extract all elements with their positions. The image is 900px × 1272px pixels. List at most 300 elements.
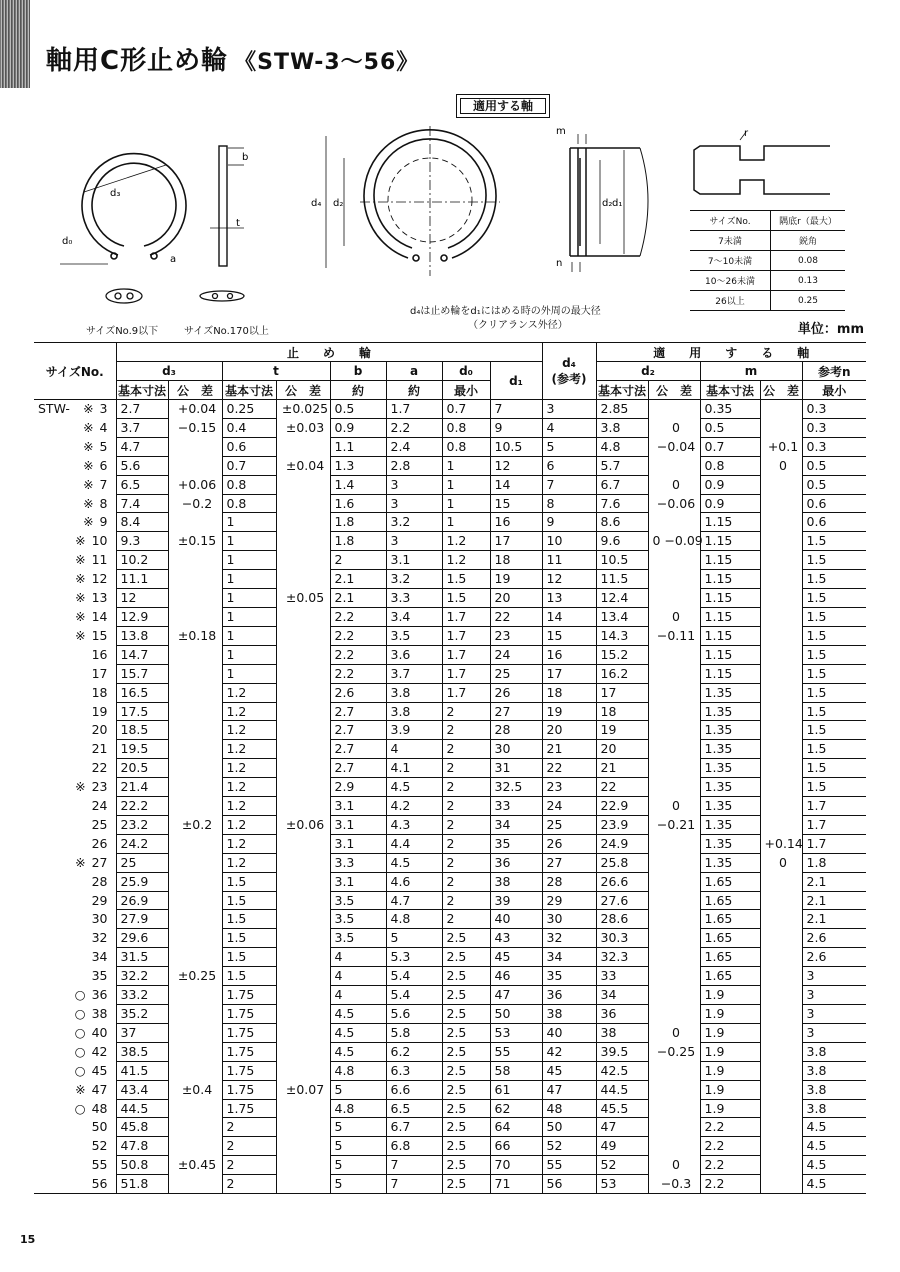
cell-b: 4 — [330, 948, 386, 967]
cell-d3: 3.7 — [116, 418, 168, 437]
cell-a: 4.2 — [386, 797, 442, 816]
cell-a: 3 — [386, 494, 442, 513]
cell-d2: 24.9 — [596, 834, 648, 853]
cell-tt — [276, 532, 330, 551]
cell-a: 4.5 — [386, 853, 442, 872]
cell-mt — [760, 797, 802, 816]
cell-d1: 6 — [542, 456, 596, 475]
cell-b: 3.5 — [330, 910, 386, 929]
cell-d2: 19 — [596, 721, 648, 740]
cell-d3: 23.2 — [116, 815, 168, 834]
size-cell — [34, 589, 116, 608]
cell-d1: 7 — [542, 475, 596, 494]
cell-m: 0.9 — [700, 494, 760, 513]
cell-m: 1.35 — [700, 778, 760, 797]
cell-b: 4 — [330, 986, 386, 1005]
table-row — [34, 815, 866, 834]
cell-d3t — [168, 740, 222, 759]
size-mark: ○ — [74, 1100, 86, 1116]
size-number: 23 — [91, 779, 108, 795]
cell-a: 3.1 — [386, 551, 442, 570]
table-row — [34, 551, 866, 570]
size-number: 17 — [91, 665, 108, 681]
table-row — [34, 1005, 866, 1024]
cell-b: 0.9 — [330, 418, 386, 437]
cell-d2t — [648, 759, 700, 778]
cell-d0: 2.5 — [442, 967, 490, 986]
size-cell — [34, 1156, 116, 1175]
size-cell — [34, 929, 116, 948]
cell-d0: 1.5 — [442, 589, 490, 608]
cell-m: 1.15 — [700, 589, 760, 608]
cell-d1: 25 — [542, 815, 596, 834]
col-t: t — [222, 362, 330, 381]
cell-b: 3.1 — [330, 872, 386, 891]
size-number: 35 — [91, 968, 108, 984]
table-row — [34, 910, 866, 929]
cell-m: 1.9 — [700, 1061, 760, 1080]
cell-tt — [276, 948, 330, 967]
cell-d3: 22.2 — [116, 797, 168, 816]
cell-d1: 11 — [542, 551, 596, 570]
size-number: 15 — [91, 627, 108, 643]
cell-d2t: 0 — [648, 607, 700, 626]
cell-d3t: ±0.18 — [168, 626, 222, 645]
cell-d2t: 0 — [648, 475, 700, 494]
cell-a: 6.3 — [386, 1061, 442, 1080]
cell-a: 3.3 — [386, 589, 442, 608]
cell-tt — [276, 853, 330, 872]
cell-d3: 2.7 — [116, 400, 168, 419]
cell-d2: 18 — [596, 702, 648, 721]
cell-d4: 27 — [490, 702, 542, 721]
cell-n: 2.1 — [802, 891, 866, 910]
size-mark: ○ — [74, 1062, 86, 1078]
cell-b: 4 — [330, 967, 386, 986]
cell-b: 1.3 — [330, 456, 386, 475]
cell-d0: 2 — [442, 740, 490, 759]
cell-d0: 2.5 — [442, 1042, 490, 1061]
label-d2-shaft: d₂ — [602, 198, 613, 209]
cell-tt — [276, 702, 330, 721]
size-mark: ※ — [83, 419, 94, 435]
cell-d0: 1 — [442, 494, 490, 513]
cell-d1: 56 — [542, 1175, 596, 1194]
size-cell — [34, 551, 116, 570]
cell-m: 1.9 — [700, 1023, 760, 1042]
cell-d2t — [648, 948, 700, 967]
cell-d2t: 0 — [648, 797, 700, 816]
size-number: 48 — [91, 1100, 108, 1116]
cell-tt — [276, 740, 330, 759]
cell-d3: 29.6 — [116, 929, 168, 948]
cell-d0: 1.2 — [442, 551, 490, 570]
cell-tt — [276, 551, 330, 570]
cell-d2t — [648, 891, 700, 910]
cell-d3t — [168, 910, 222, 929]
cell-tt — [276, 759, 330, 778]
cell-d0: 2 — [442, 797, 490, 816]
cell-t: 1.2 — [222, 778, 276, 797]
size-number: 3 — [99, 401, 108, 417]
cell-m: 1.65 — [700, 891, 760, 910]
cell-d3: 35.2 — [116, 1005, 168, 1024]
cell-m: 0.35 — [700, 400, 760, 419]
cell-mt — [760, 967, 802, 986]
cell-d2: 21 — [596, 759, 648, 778]
cell-m: 1.15 — [700, 664, 760, 683]
table-row — [34, 891, 866, 910]
cell-b: 0.5 — [330, 400, 386, 419]
cell-m: 2.2 — [700, 1137, 760, 1156]
cell-d3t: ±0.2 — [168, 815, 222, 834]
cell-tt — [276, 1061, 330, 1080]
cell-d4: 30 — [490, 740, 542, 759]
cell-d0: 2 — [442, 872, 490, 891]
table-row — [34, 853, 866, 872]
cell-d3: 9.3 — [116, 532, 168, 551]
cell-d2: 34 — [596, 986, 648, 1005]
cell-a: 5.6 — [386, 1005, 442, 1024]
cell-t: 1 — [222, 570, 276, 589]
cell-d2: 42.5 — [596, 1061, 648, 1080]
size-number: 20 — [91, 722, 108, 738]
cell-d2: 32.3 — [596, 948, 648, 967]
caption-small-size: サイズNo.9以下 — [86, 326, 159, 337]
label-r: r — [744, 128, 749, 139]
cell-b: 2.7 — [330, 721, 386, 740]
size-cell — [34, 570, 116, 589]
cell-d4: 71 — [490, 1175, 542, 1194]
cell-d1: 34 — [542, 948, 596, 967]
cell-d1: 15 — [542, 626, 596, 645]
cell-d3t — [168, 570, 222, 589]
cell-a: 4.6 — [386, 872, 442, 891]
cell-d3: 37 — [116, 1023, 168, 1042]
cell-d3t — [168, 589, 222, 608]
cell-tt — [276, 1023, 330, 1042]
cell-d4: 50 — [490, 1005, 542, 1024]
col-d3: d₃ — [116, 362, 222, 381]
cell-n: 1.5 — [802, 645, 866, 664]
col-a: a — [386, 362, 442, 381]
cell-d3t — [168, 948, 222, 967]
cell-d0: 2 — [442, 759, 490, 778]
cell-n: 3 — [802, 967, 866, 986]
ring-side-view — [210, 146, 244, 266]
cell-d2t: 0 −0.09 — [648, 532, 700, 551]
cell-d3: 43.4 — [116, 1080, 168, 1099]
cell-d2: 13.4 — [596, 607, 648, 626]
cell-m: 1.35 — [700, 759, 760, 778]
cell-n: 3.8 — [802, 1042, 866, 1061]
cell-t: 0.25 — [222, 400, 276, 419]
cell-n: 3 — [802, 986, 866, 1005]
cell-m: 0.9 — [700, 475, 760, 494]
size-number: 29 — [91, 892, 108, 908]
radius-cell: 0.25 — [771, 291, 846, 311]
cell-n: 3.8 — [802, 1099, 866, 1118]
title-sub: 《STW-3～56》 — [234, 50, 420, 75]
cell-d2t — [648, 400, 700, 419]
cell-d0: 2 — [442, 702, 490, 721]
table-row — [34, 740, 866, 759]
cell-d4: 12 — [490, 456, 542, 475]
cell-a: 4.1 — [386, 759, 442, 778]
cell-n: 1.7 — [802, 815, 866, 834]
cell-m: 1.35 — [700, 702, 760, 721]
cell-d3t — [168, 683, 222, 702]
cell-m: 0.5 — [700, 418, 760, 437]
cell-d2: 10.5 — [596, 551, 648, 570]
cell-m: 1.15 — [700, 532, 760, 551]
cell-d0: 1.7 — [442, 645, 490, 664]
size-cell — [34, 494, 116, 513]
table-row — [34, 664, 866, 683]
cell-tt — [276, 1118, 330, 1137]
size-number: 9 — [99, 514, 108, 530]
size-mark: ※ — [75, 627, 86, 643]
cell-d4: 28 — [490, 721, 542, 740]
cell-d3: 45.8 — [116, 1118, 168, 1137]
cell-d2: 26.6 — [596, 872, 648, 891]
cell-a: 5.4 — [386, 967, 442, 986]
cell-d2: 20 — [596, 740, 648, 759]
cell-d4: 53 — [490, 1023, 542, 1042]
cell-d0: 1.2 — [442, 532, 490, 551]
cell-tt — [276, 494, 330, 513]
size-mark: ※ — [75, 590, 86, 606]
cell-d3t — [168, 1061, 222, 1080]
cell-d2: 44.5 — [596, 1080, 648, 1099]
cell-n: 0.5 — [802, 456, 866, 475]
cell-d3: 38.5 — [116, 1042, 168, 1061]
size-mark: ※ — [75, 552, 86, 568]
cell-d1: 35 — [542, 967, 596, 986]
cell-m: 1.15 — [700, 513, 760, 532]
page-number: 15 — [20, 1233, 36, 1246]
cell-d4: 18 — [490, 551, 542, 570]
table-row — [34, 834, 866, 853]
size-number: 14 — [91, 608, 108, 624]
cell-d0: 2.5 — [442, 948, 490, 967]
col-d2: d₂ — [596, 362, 700, 381]
cell-mt — [760, 891, 802, 910]
size-number: 28 — [91, 873, 108, 889]
cell-d1: 17 — [542, 664, 596, 683]
cell-mt — [760, 418, 802, 437]
cell-t: 2 — [222, 1156, 276, 1175]
label-b: b — [242, 152, 249, 163]
cell-a: 3 — [386, 532, 442, 551]
table-row — [34, 400, 866, 419]
cell-a: 4.8 — [386, 910, 442, 929]
radius-cell: 26以上 — [690, 291, 771, 311]
cell-a: 5 — [386, 929, 442, 948]
cell-d3: 4.7 — [116, 437, 168, 456]
cell-b: 3.5 — [330, 929, 386, 948]
cell-mt — [760, 513, 802, 532]
cell-b: 2.7 — [330, 702, 386, 721]
size-number: 16 — [91, 646, 108, 662]
cell-d2t — [648, 967, 700, 986]
cell-d4: 26 — [490, 683, 542, 702]
cell-d4: 45 — [490, 948, 542, 967]
cell-d3: 31.5 — [116, 948, 168, 967]
col-d0: d₀ — [442, 362, 490, 381]
cell-m: 1.15 — [700, 570, 760, 589]
cell-d1: 38 — [542, 1005, 596, 1024]
size-cell — [34, 1061, 116, 1080]
cell-a: 3.8 — [386, 683, 442, 702]
cell-b: 2 — [330, 551, 386, 570]
size-number: 21 — [91, 741, 108, 757]
caption-d4-note: d₄は止め輪をd₁にはめる時の外周の最大径 — [410, 306, 601, 317]
cell-d3t — [168, 929, 222, 948]
cell-d3: 47.8 — [116, 1137, 168, 1156]
cell-m: 1.35 — [700, 853, 760, 872]
cell-tt — [276, 1099, 330, 1118]
cell-mt — [760, 1137, 802, 1156]
cell-d0: 2 — [442, 778, 490, 797]
label-d3: d₃ — [110, 188, 121, 199]
cell-mt — [760, 1175, 802, 1194]
cell-d4: 32.5 — [490, 778, 542, 797]
cell-b: 3.1 — [330, 834, 386, 853]
cell-n: 1.5 — [802, 740, 866, 759]
cell-d2t — [648, 910, 700, 929]
cell-d1: 10 — [542, 532, 596, 551]
cell-b: 4.5 — [330, 1042, 386, 1061]
cell-d2t — [648, 702, 700, 721]
size-number: 19 — [91, 703, 108, 719]
cell-d0: 1 — [442, 456, 490, 475]
table-row — [34, 1118, 866, 1137]
cell-d3t — [168, 1137, 222, 1156]
cell-d1: 16 — [542, 645, 596, 664]
col-b: b — [330, 362, 386, 381]
cell-d3t — [168, 607, 222, 626]
cell-d3: 50.8 — [116, 1156, 168, 1175]
cell-d2t — [648, 778, 700, 797]
cell-mt — [760, 645, 802, 664]
cell-d3: 33.2 — [116, 986, 168, 1005]
size-number: 26 — [91, 835, 108, 851]
size-mark: ※ — [83, 514, 94, 530]
cell-d1: 40 — [542, 1023, 596, 1042]
cell-d3: 16.5 — [116, 683, 168, 702]
table-row — [34, 986, 866, 1005]
cell-d3: 14.7 — [116, 645, 168, 664]
cell-m: 2.2 — [700, 1175, 760, 1194]
cell-t: 1.2 — [222, 740, 276, 759]
cell-n: 0.3 — [802, 437, 866, 456]
table-row — [34, 570, 866, 589]
cell-t: 1.5 — [222, 967, 276, 986]
cell-d2: 53 — [596, 1175, 648, 1194]
size-mark: ※ — [83, 476, 94, 492]
label-n: n — [556, 258, 563, 269]
cell-d0: 1.7 — [442, 683, 490, 702]
sub-tol: 公 差 — [276, 381, 330, 400]
size-number: 5 — [99, 438, 108, 454]
cell-b: 2.7 — [330, 759, 386, 778]
cell-tt — [276, 513, 330, 532]
cell-tt — [276, 1137, 330, 1156]
size-cell — [34, 967, 116, 986]
size-number: 40 — [91, 1024, 108, 1040]
size-cell — [34, 475, 116, 494]
cell-d3: 19.5 — [116, 740, 168, 759]
cell-mt — [760, 475, 802, 494]
cell-b: 3.5 — [330, 891, 386, 910]
cell-mt — [760, 1023, 802, 1042]
table-row — [34, 1156, 866, 1175]
cell-d1: 19 — [542, 702, 596, 721]
cell-d4: 35 — [490, 834, 542, 853]
cell-d3t: ±0.25 — [168, 967, 222, 986]
cell-d4: 7 — [490, 400, 542, 419]
cell-d0: 1.7 — [442, 664, 490, 683]
cell-t: 1.2 — [222, 815, 276, 834]
cell-d4: 20 — [490, 589, 542, 608]
cell-d1: 8 — [542, 494, 596, 513]
cell-d4: 31 — [490, 759, 542, 778]
size-mark: ※ — [75, 533, 86, 549]
size-number: 56 — [91, 1175, 108, 1191]
cell-tt — [276, 834, 330, 853]
cell-d2t — [648, 570, 700, 589]
cell-d1: 28 — [542, 872, 596, 891]
cell-a: 2.2 — [386, 418, 442, 437]
cell-d2t — [648, 1118, 700, 1137]
cell-n: 1.7 — [802, 797, 866, 816]
small-ring-icons — [106, 289, 244, 303]
cell-mt: 0 — [760, 456, 802, 475]
size-cell — [34, 664, 116, 683]
cell-a: 3.9 — [386, 721, 442, 740]
cell-m: 1.35 — [700, 797, 760, 816]
cell-d1: 22 — [542, 759, 596, 778]
cell-n: 3 — [802, 1005, 866, 1024]
cell-n: 1.5 — [802, 626, 866, 645]
label-t: t — [236, 218, 240, 229]
cell-d0: 1 — [442, 513, 490, 532]
cell-n: 1.5 — [802, 551, 866, 570]
cell-d3: 11.1 — [116, 570, 168, 589]
cell-t: 0.4 — [222, 418, 276, 437]
table-row — [34, 513, 866, 532]
cell-d2t — [648, 929, 700, 948]
sub-approx: 約 — [386, 381, 442, 400]
cell-d2: 6.7 — [596, 475, 648, 494]
cell-d3: 7.4 — [116, 494, 168, 513]
size-cell — [34, 1023, 116, 1042]
cell-d2t — [648, 872, 700, 891]
table-row — [34, 532, 866, 551]
cell-d4: 58 — [490, 1061, 542, 1080]
cell-n: 1.7 — [802, 834, 866, 853]
d4-ref-header: (参考) — [551, 371, 587, 386]
cell-t: 1.2 — [222, 759, 276, 778]
cell-d2: 17 — [596, 683, 648, 702]
size-cell — [34, 759, 116, 778]
size-cell — [34, 1118, 116, 1137]
cell-b: 2.2 — [330, 626, 386, 645]
cell-b: 1.4 — [330, 475, 386, 494]
cell-n: 0.6 — [802, 513, 866, 532]
cell-d4: 24 — [490, 645, 542, 664]
